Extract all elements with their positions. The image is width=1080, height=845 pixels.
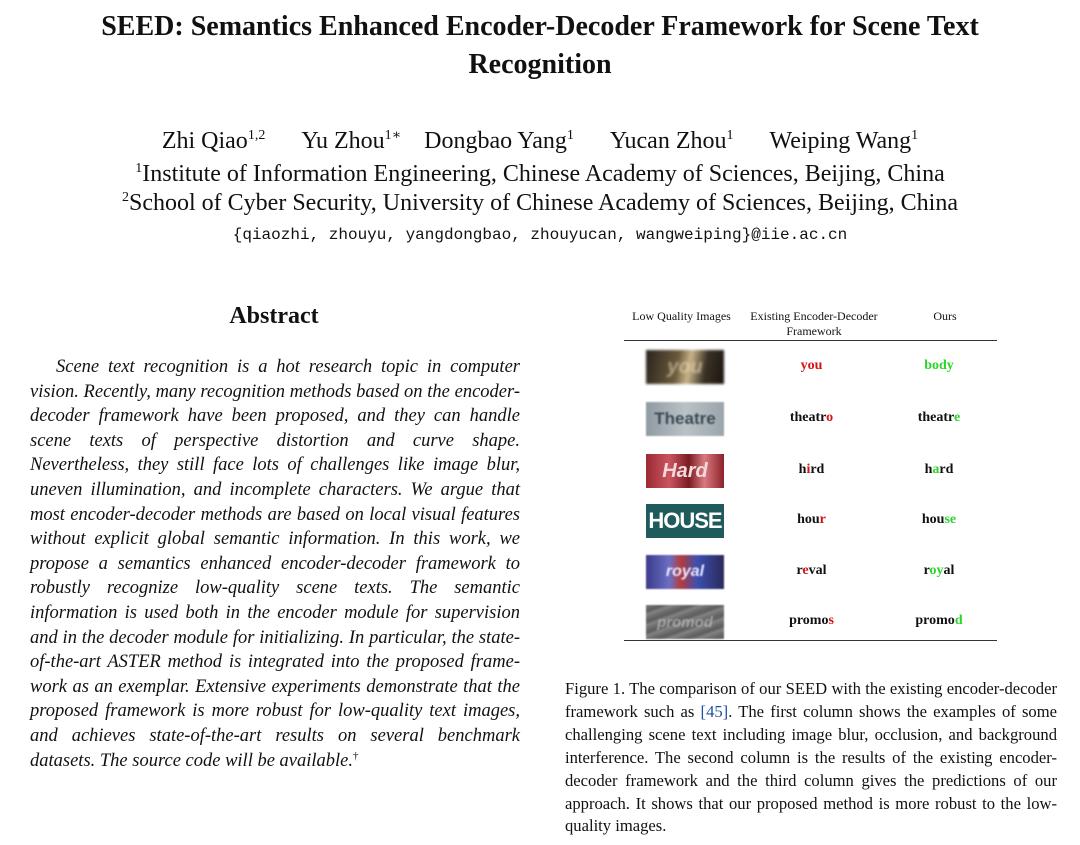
our-prediction	[884, 460, 994, 480]
figure-row	[624, 450, 997, 490]
prediction-char: h	[798, 462, 807, 477]
author: Weiping Wang$^1$	[769, 128, 919, 154]
prediction-char: rd	[810, 462, 825, 477]
prediction-char: theatr	[917, 410, 955, 425]
figure-row	[624, 500, 997, 540]
prediction-char: y	[946, 358, 954, 373]
low-quality-image: HOUSE	[646, 504, 724, 538]
figure-bottom-rule	[624, 640, 997, 641]
prediction-char: se	[944, 512, 957, 527]
prediction-char: y	[936, 563, 944, 578]
prediction-char: rd	[939, 462, 954, 477]
existing-prediction	[739, 611, 884, 631]
prediction-char: o	[932, 358, 939, 373]
prediction-char: d	[954, 613, 963, 628]
low-quality-image: promod	[646, 605, 724, 639]
author: Yucan Zhou$^1$	[609, 128, 734, 154]
prediction-char: r	[819, 512, 826, 527]
prediction-char: o	[826, 410, 834, 425]
figure-header-existing: Existing Encoder-Decoder Framework	[750, 309, 878, 338]
prediction-char: i	[806, 462, 811, 477]
figure-top-rule	[624, 340, 997, 341]
our-prediction	[884, 561, 994, 581]
low-quality-image: royal	[646, 555, 724, 589]
figure-row	[624, 551, 997, 591]
figure-header-images: Low Quality Images	[632, 309, 731, 323]
prediction-char: a	[932, 462, 940, 477]
citation-link[interactable]: [45]	[700, 701, 729, 721]
author: Yu Zhou$^{1∗}$	[301, 128, 402, 154]
footnote-mark: †	[353, 749, 359, 762]
low-quality-image: you	[646, 350, 724, 384]
low-quality-image: Hard	[646, 454, 724, 488]
our-prediction	[884, 408, 994, 428]
existing-prediction	[739, 510, 884, 530]
prediction-char: hou	[797, 512, 820, 527]
paper-title	[40, 8, 1040, 84]
prediction-char: e	[802, 563, 809, 578]
prediction-char: hou	[921, 512, 945, 527]
low-quality-image: Theatre	[646, 402, 724, 436]
figure-caption: Figure 1. The comparison of our SEED with the existing encoder-decoder framework such as [45]. The first column shows the examples of some challenging scene text including image blur, occlusion, and background interference. The second column is the results of the existing encoder-decoder framework and the third column gives the predictions of our approach. It shows that our proposed method is more robust to the low-quality images.	[565, 679, 1057, 836]
abstract-heading: Abstract	[229, 303, 319, 329]
prediction-char: h	[924, 462, 933, 477]
affiliation-1: $^1$Institute of Information Engineering, Chinese Academy of Sciences, Beijing, China	[135, 161, 945, 187]
paper-title-line2: Recognition	[468, 49, 612, 80]
abstract-text: Scene text recognition is a hot research topic in computer vision. Recently, many recognition methods based on the encoder-decoder framework have been proposed, and they can handle scene texts of perspective distortion and curve shape. Nevertheless, they still face lots of challenges like image blur, uneven illumination, and incomplete characters. We argue that most encoder-decoder methods are based on local visual features without explicit global semantic information. In this work, we propose a semantics enhanced encoder-decoder framework to robustly recognize low-quality scene texts. The semantic information is used both in the encoder module for supervision and in the decoder module for initializing. In particular, the state-of-the-art ASTER method is integrated into the proposed framework as an exemplar. Extensive experiments demonstrate that the proposed framework is more robust for low-quality text images, and achieves state-of-the-art results on several benchmark datasets. The source code will be available.†	[30, 357, 520, 771]
author-list	[40, 126, 1040, 156]
our-prediction	[884, 611, 994, 631]
prediction-char: o	[929, 563, 937, 578]
figure-row	[624, 346, 997, 386]
existing-prediction	[739, 356, 884, 376]
prediction-char: r	[796, 563, 803, 578]
affiliation-2: $^2$School of Cyber Security, University of Chinese Academy of Sciences, Beijing, China	[122, 190, 958, 216]
prediction-char: al	[943, 563, 955, 578]
author-emails: {qiaozhi, zhouyu, yangdongbao, zhouyucan, wangweiping}@iie.ac.cn	[232, 226, 848, 244]
our-prediction	[884, 510, 994, 530]
our-prediction	[884, 356, 994, 376]
prediction-char: b	[924, 358, 932, 373]
prediction-char: promo	[915, 613, 955, 628]
author: Zhi Qiao$^{1,2}$	[161, 128, 266, 154]
author: Dongbao Yang$^1$	[424, 128, 574, 154]
prediction-char: e	[954, 410, 961, 425]
existing-prediction	[739, 408, 884, 428]
prediction-char: v	[808, 563, 816, 578]
prediction-char: r	[923, 563, 930, 578]
prediction-char: promo	[789, 613, 829, 628]
prediction-char: theatr	[789, 410, 827, 425]
prediction-char: d	[939, 358, 947, 373]
figure-row	[624, 398, 997, 438]
prediction-char: s	[828, 613, 834, 628]
figure-row	[624, 601, 997, 641]
prediction-char: you	[800, 358, 823, 373]
figure-header-ours: Ours	[933, 309, 957, 323]
prediction-char: al	[815, 563, 827, 578]
existing-prediction	[739, 561, 884, 581]
existing-prediction	[739, 460, 884, 480]
paper-title-line1: SEED: Semantics Enhanced Encoder-Decoder Framework for Scene Text	[101, 11, 979, 42]
